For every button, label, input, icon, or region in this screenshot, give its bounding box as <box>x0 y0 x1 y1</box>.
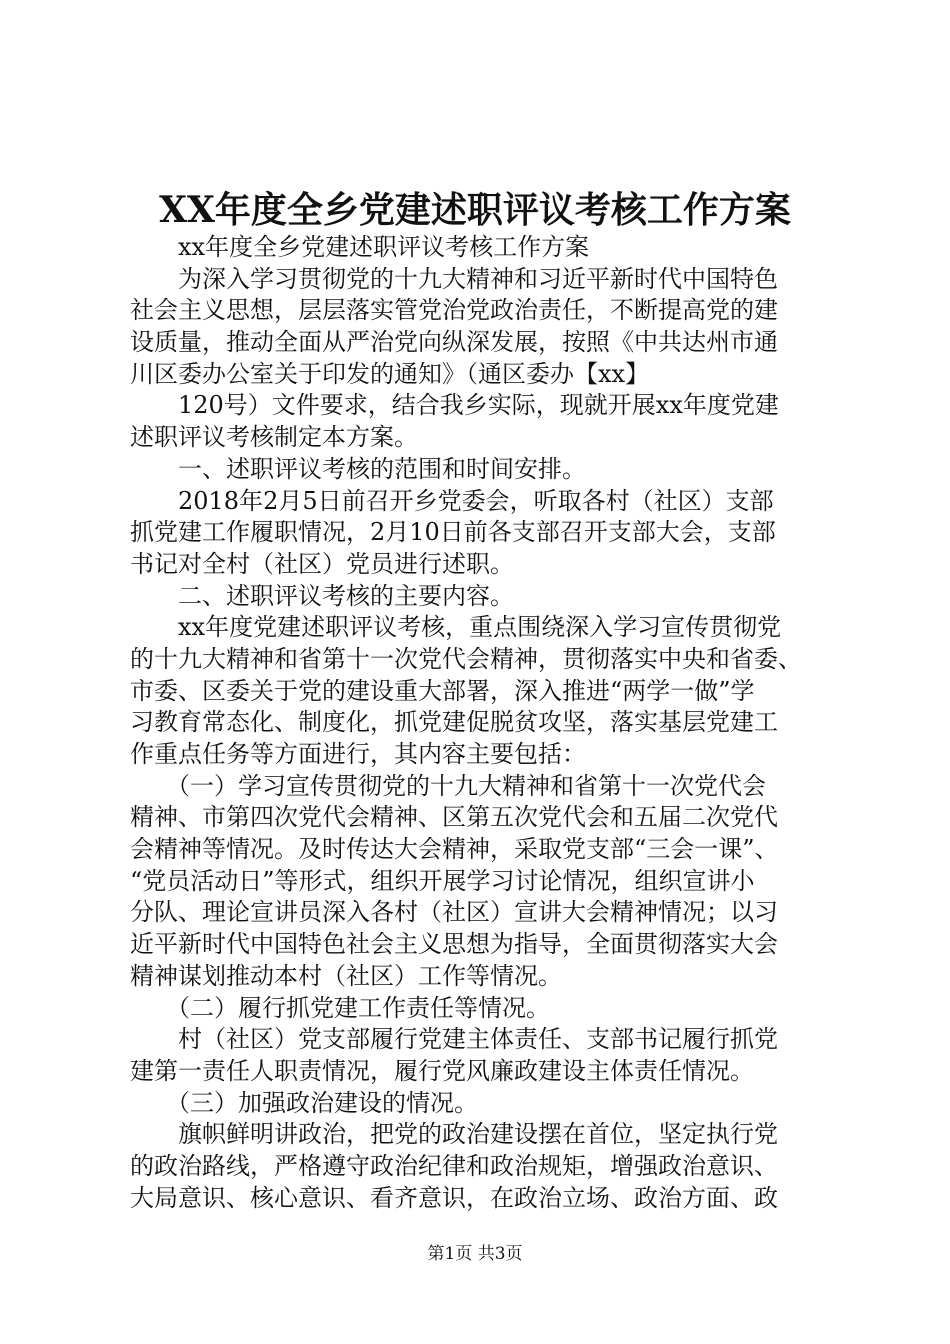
body-line: 精神、市第四次党代会精神、区第五次党代会和五届二次党代 <box>130 803 778 832</box>
body-line: 二、述职评议考核的主要内容。 <box>130 581 514 610</box>
body-line: 120号）文件要求，结合我乡实际，现就开展xx年度党建 <box>130 391 779 420</box>
body-line: 精神谋划推动本村（社区）工作等情况。 <box>130 961 562 990</box>
body-line: （二）履行抓党建工作责任等情况。 <box>130 993 550 1022</box>
page-footer: 第1页 共3页 <box>427 1244 523 1264</box>
body-line: 为深入学习贯彻党的十九大精神和习近平新时代中国特色 <box>130 264 778 293</box>
body-line: 旗帜鲜明讲政治，把党的政治建设摆在首位，坚定执行党 <box>130 1120 778 1149</box>
body-line: xx年度党建述职评议考核，重点围绕深入学习宣传贯彻党 <box>130 613 782 642</box>
body-line: 大局意识、核心意识、看齐意识，在政治立场、政治方面、政 <box>130 1183 778 1212</box>
body-line: 分队、理论宣讲员深入各村（社区）宣讲大会精神情况；以习 <box>130 898 778 927</box>
document-body <box>130 232 830 1214</box>
body-line: 会精神等情况。及时传达大会精神，采取党支部“三会一课”、 <box>130 835 779 864</box>
body-line: 2018年2月5日前召开乡党委会，听取各村（社区）支部 <box>130 486 774 515</box>
body-line: 近平新时代中国特色社会主义思想为指导，全面贯彻落实大会 <box>130 930 778 959</box>
body-line: （一）学习宣传贯彻党的十九大精神和省第十一次党代会 <box>130 771 766 800</box>
document-title: XX年度全乡党建述职评议考核工作方案 <box>159 189 791 231</box>
body-line: 川区委办公室关于印发的通知》（通区委办【xx】 <box>130 359 650 388</box>
body-line: “党员活动日”等形式，组织开展学习讨论情况，组织宣讲小 <box>130 866 755 895</box>
body-line: 习教育常态化、制度化，抓党建促脱贫攻坚，落实基层党建工 <box>130 708 778 737</box>
body-line: 抓党建工作履职情况，2月10日前各支部召开支部大会，支部 <box>130 518 776 547</box>
body-line: 社会主义思想，层层落实管党治党政治责任，不断提高党的建 <box>130 296 778 325</box>
body-line: 市委、区委关于党的建设重大部署，深入推进“两学一做”学 <box>130 676 755 705</box>
body-line: 一、述职评议考核的范围和时间安排。 <box>130 454 586 483</box>
body-line: xx年度全乡党建述职评议考核工作方案 <box>130 233 590 261</box>
body-line: 的政治路线，严格遵守政治纪律和政治规矩，增强政治意识、 <box>130 1151 778 1180</box>
body-line: 作重点任务等方面进行，其内容主要包括： <box>130 740 586 768</box>
body-line: 述职评议考核制定本方案。 <box>130 423 418 452</box>
body-line: 设质量，推动全面从严治党向纵深发展，按照《中共达州市通 <box>130 328 778 357</box>
body-line: （三）加强政治建设的情况。 <box>130 1088 478 1117</box>
body-line: 建第一责任人职责情况，履行党风廉政建设主体责任情况。 <box>130 1056 754 1085</box>
body-line: 书记对全村（社区）党员进行述职。 <box>130 549 514 578</box>
body-line: 的十九大精神和省第十一次党代会精神，贯彻落实中央和省委、 <box>130 644 802 673</box>
body-line: 村（社区）党支部履行党建主体责任、支部书记履行抓党 <box>130 1025 778 1054</box>
